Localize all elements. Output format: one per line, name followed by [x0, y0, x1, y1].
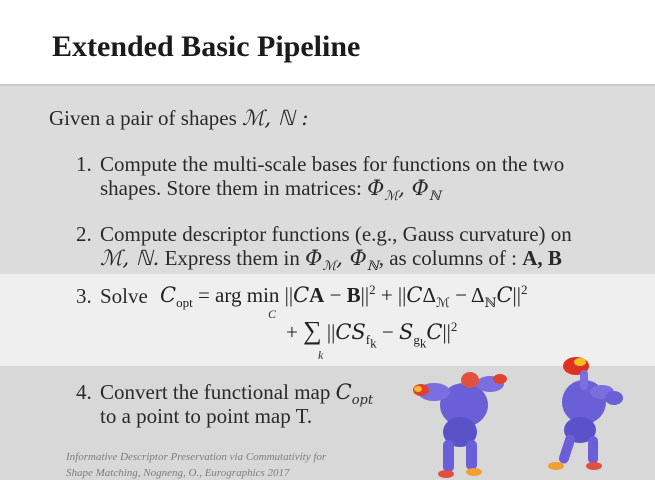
item-2-number: 2.	[76, 222, 92, 246]
right-mesh-figure	[540, 352, 646, 478]
slide-header	[0, 0, 655, 84]
item-2-shapes-math: ℳ, ℕ.	[100, 246, 160, 270]
item-1-number: 1.	[76, 152, 92, 176]
item-4-line1: Convert the functional map	[100, 380, 331, 404]
item-2-line2: Express them in	[164, 246, 300, 270]
item-2-columns-math: A, B	[522, 246, 562, 270]
item-3-number: 3.	[76, 284, 92, 308]
item-2-basis-math: $\Phi_ℳ$, $\Phi_ℕ$	[305, 246, 379, 275]
intro-text	[49, 106, 308, 130]
list-item-2	[76, 222, 616, 275]
formula-line-2: + ∑ $||CS_{f_k} - S_{g_k}C||^2$	[286, 316, 458, 351]
slide-title: Extended Basic Pipeline	[52, 30, 361, 63]
citation-line-2: Shape Matching, Nogneng, O., Eurographics 2017	[66, 467, 290, 479]
item-2-line2-tail: , as columns of :	[378, 246, 517, 270]
formula-argmin-subscript: C	[268, 307, 277, 321]
citation	[66, 449, 426, 480]
formula-line-1: $C_{opt}$ = arg $\min ||CA - B||^2 + ||C\Delta_ℳ - \Delta_ℕC||^2$	[160, 282, 528, 311]
list-item-1	[76, 152, 616, 205]
formula-sum-subscript: k	[318, 348, 324, 362]
left-mesh-figure	[408, 370, 518, 480]
item-3-prefix: Solve	[100, 284, 148, 308]
intro-shapes-math: ℳ, ℕ :	[242, 106, 309, 130]
item-1-line1: Compute the multi-scale bases for functions on the two	[100, 152, 565, 176]
item-4-number: 4.	[76, 380, 92, 404]
item-4-math: $C_{opt}$	[335, 380, 374, 409]
intro-label: Given a pair of shapes	[49, 106, 237, 130]
item-1-line2: shapes. Store them in matrices:	[100, 176, 362, 200]
item-2-line1: Compute descriptor functions (e.g., Gauss curvature) on	[100, 222, 572, 246]
list-item-4	[76, 380, 416, 428]
item-4-line2: to a point to point map T.	[100, 404, 313, 428]
item-1-math: $\Phi_ℳ$, $\Phi_ℕ$	[367, 176, 441, 205]
citation-line-1: Informative Descriptor Preservation via Commutativity for	[66, 451, 327, 463]
